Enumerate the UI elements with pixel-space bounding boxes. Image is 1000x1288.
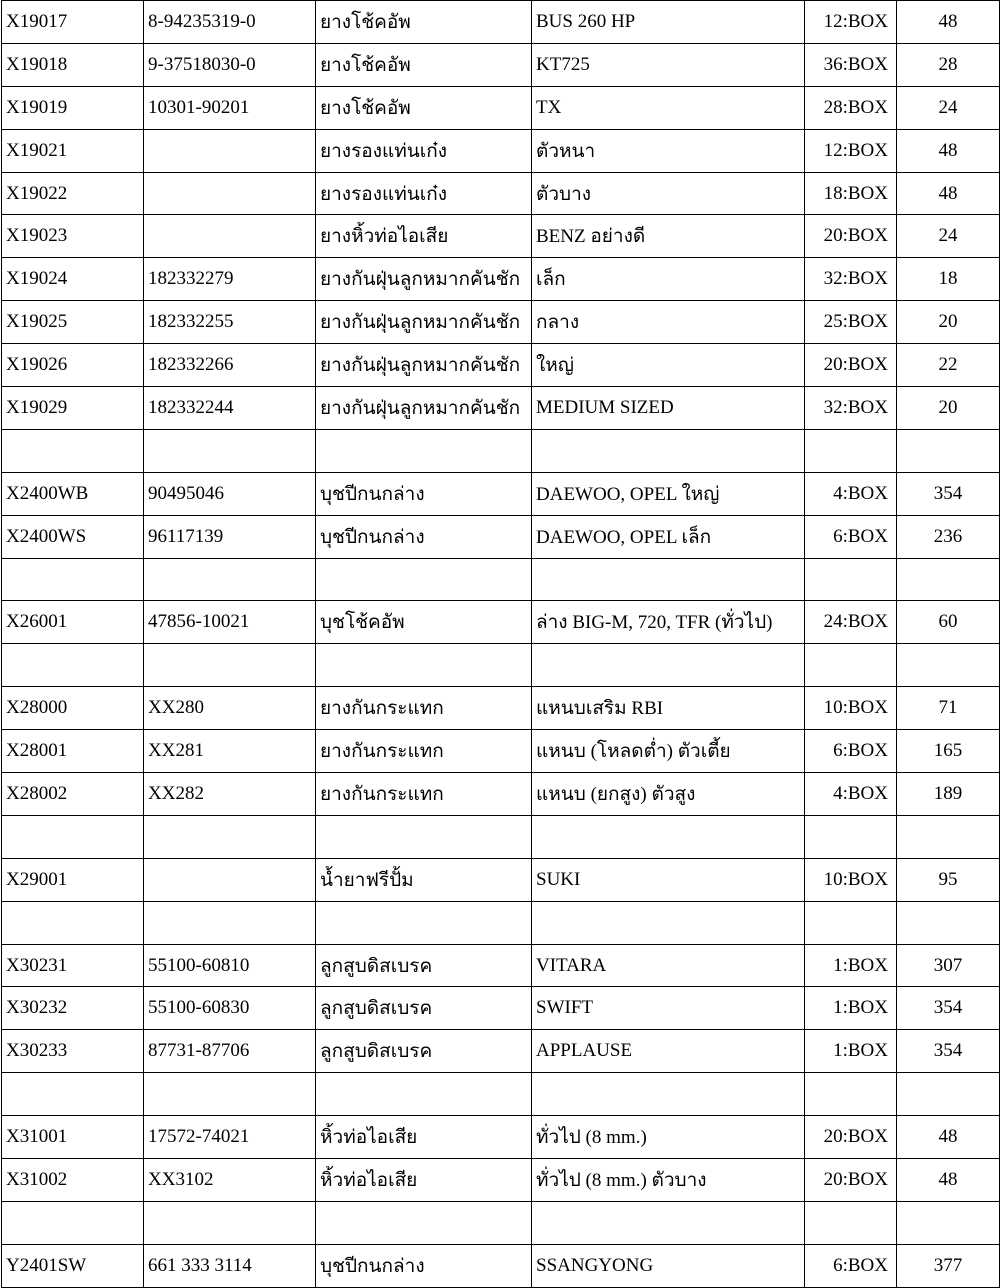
table-row — [2, 215, 1000, 258]
quantity-cell — [897, 1201, 1000, 1244]
item-code-cell: X28001 — [2, 730, 144, 773]
item-code-cell: X31002 — [2, 1159, 144, 1202]
item-code-cell: X30233 — [2, 1030, 144, 1073]
pack-unit-cell — [805, 644, 897, 687]
pack-unit-cell: 1:BOX — [805, 1030, 897, 1073]
pack-unit-cell: 10:BOX — [805, 858, 897, 901]
description-cell: BUS 260 HP — [532, 1, 805, 44]
quantity-cell — [897, 558, 1000, 601]
table-row — [2, 687, 1000, 730]
description-cell: SUKI — [532, 858, 805, 901]
pack-unit-cell: 24:BOX — [805, 601, 897, 644]
table-row — [2, 1159, 1000, 1202]
item-name-cell: ยางกันฝุ่นลูกหมากคันชัก — [316, 301, 532, 344]
part-number-cell: XX3102 — [144, 1159, 316, 1202]
pack-unit-cell: 1:BOX — [805, 987, 897, 1030]
item-name-cell: บุชปีกนกล่าง — [316, 472, 532, 515]
item-name-cell: ยางกันกระแทก — [316, 687, 532, 730]
pack-unit-cell: 6:BOX — [805, 1244, 897, 1287]
table-row — [2, 387, 1000, 430]
item-name-cell: บุชโช้คอัพ — [316, 601, 532, 644]
quantity-cell: 48 — [897, 1, 1000, 44]
pack-unit-cell: 6:BOX — [805, 515, 897, 558]
item-code-cell — [2, 429, 144, 472]
table-row — [2, 344, 1000, 387]
pack-unit-cell: 20:BOX — [805, 1159, 897, 1202]
pack-unit-cell — [805, 901, 897, 944]
quantity-cell — [897, 644, 1000, 687]
blank-separator-row — [2, 815, 1000, 858]
pack-unit-cell: 18:BOX — [805, 172, 897, 215]
part-number-cell — [144, 215, 316, 258]
description-cell — [532, 901, 805, 944]
part-number-cell: XX280 — [144, 687, 316, 730]
table-row — [2, 172, 1000, 215]
item-code-cell: X19018 — [2, 43, 144, 86]
description-cell: ตัวหนา — [532, 129, 805, 172]
item-name-cell: ยางรองแท่นเก๋ง — [316, 129, 532, 172]
quantity-cell — [897, 1073, 1000, 1116]
item-code-cell: X28002 — [2, 773, 144, 816]
description-cell: BENZ อย่างดี — [532, 215, 805, 258]
item-name-cell: บุชปีกนกล่าง — [316, 1244, 532, 1287]
pack-unit-cell: 20:BOX — [805, 215, 897, 258]
part-number-cell — [144, 644, 316, 687]
item-code-cell: X2400WS — [2, 515, 144, 558]
quantity-cell: 71 — [897, 687, 1000, 730]
part-number-cell: 87731-87706 — [144, 1030, 316, 1073]
part-number-cell — [144, 1073, 316, 1116]
table-row — [2, 129, 1000, 172]
item-code-cell — [2, 1201, 144, 1244]
item-name-cell: ยางกันกระแทก — [316, 730, 532, 773]
item-code-cell: X19025 — [2, 301, 144, 344]
table-row — [2, 601, 1000, 644]
item-name-cell: หิ้วท่อไอเสีย — [316, 1159, 532, 1202]
quantity-cell: 20 — [897, 301, 1000, 344]
quantity-cell: 48 — [897, 172, 1000, 215]
item-name-cell: ยางกันฝุ่นลูกหมากคันชัก — [316, 387, 532, 430]
quantity-cell — [897, 815, 1000, 858]
description-cell: DAEWOO, OPEL ใหญ่ — [532, 472, 805, 515]
pack-unit-cell — [805, 1201, 897, 1244]
description-cell: ตัวบาง — [532, 172, 805, 215]
table-row — [2, 472, 1000, 515]
description-cell: กลาง — [532, 301, 805, 344]
item-code-cell: X29001 — [2, 858, 144, 901]
pack-unit-cell: 28:BOX — [805, 86, 897, 129]
description-cell: DAEWOO, OPEL เล็ก — [532, 515, 805, 558]
item-code-cell: X19023 — [2, 215, 144, 258]
pack-unit-cell: 12:BOX — [805, 1, 897, 44]
pack-unit-cell: 4:BOX — [805, 472, 897, 515]
table-row — [2, 1244, 1000, 1287]
description-cell — [532, 429, 805, 472]
part-number-cell — [144, 429, 316, 472]
part-number-cell — [144, 858, 316, 901]
item-code-cell: X19022 — [2, 172, 144, 215]
blank-separator-row — [2, 558, 1000, 601]
item-code-cell — [2, 901, 144, 944]
quantity-cell: 354 — [897, 987, 1000, 1030]
pack-unit-cell — [805, 558, 897, 601]
quantity-cell — [897, 429, 1000, 472]
item-name-cell — [316, 429, 532, 472]
table-row — [2, 258, 1000, 301]
table-row — [2, 86, 1000, 129]
part-number-cell: 17572-74021 — [144, 1116, 316, 1159]
quantity-cell: 22 — [897, 344, 1000, 387]
description-cell: MEDIUM SIZED — [532, 387, 805, 430]
part-number-cell: 9-37518030-0 — [144, 43, 316, 86]
table-row — [2, 43, 1000, 86]
item-code-cell: X19021 — [2, 129, 144, 172]
item-name-cell: ยางหิ้วท่อไอเสีย — [316, 215, 532, 258]
pack-unit-cell: 12:BOX — [805, 129, 897, 172]
table-row — [2, 730, 1000, 773]
part-number-cell: 182332244 — [144, 387, 316, 430]
item-code-cell: X19024 — [2, 258, 144, 301]
table-row — [2, 1116, 1000, 1159]
item-code-cell — [2, 558, 144, 601]
description-cell: ทั่วไป (8 mm.) — [532, 1116, 805, 1159]
table-row — [2, 1030, 1000, 1073]
item-code-cell: X19029 — [2, 387, 144, 430]
description-cell: KT725 — [532, 43, 805, 86]
pack-unit-cell: 20:BOX — [805, 1116, 897, 1159]
item-name-cell — [316, 901, 532, 944]
pack-unit-cell: 32:BOX — [805, 387, 897, 430]
quantity-cell: 236 — [897, 515, 1000, 558]
part-number-cell: XX281 — [144, 730, 316, 773]
table-row — [2, 987, 1000, 1030]
table-row — [2, 944, 1000, 987]
item-name-cell: ยางโช้คอัพ — [316, 43, 532, 86]
part-number-cell: 55100-60830 — [144, 987, 316, 1030]
price-list-table — [1, 0, 1000, 1288]
part-number-cell: 182332266 — [144, 344, 316, 387]
quantity-cell — [897, 901, 1000, 944]
part-number-cell — [144, 129, 316, 172]
part-number-cell — [144, 1201, 316, 1244]
description-cell: ทั่วไป (8 mm.) ตัวบาง — [532, 1159, 805, 1202]
item-code-cell: X28000 — [2, 687, 144, 730]
blank-separator-row — [2, 644, 1000, 687]
blank-separator-row — [2, 901, 1000, 944]
item-code-cell — [2, 1073, 144, 1116]
table-row — [2, 858, 1000, 901]
quantity-cell: 48 — [897, 129, 1000, 172]
price-list-body — [2, 1, 1000, 1288]
item-name-cell: ลูกสูบดิสเบรค — [316, 987, 532, 1030]
part-number-cell: 10301-90201 — [144, 86, 316, 129]
pack-unit-cell — [805, 429, 897, 472]
item-code-cell: X2400WB — [2, 472, 144, 515]
pack-unit-cell: 6:BOX — [805, 730, 897, 773]
part-number-cell: 90495046 — [144, 472, 316, 515]
quantity-cell: 24 — [897, 86, 1000, 129]
pack-unit-cell — [805, 815, 897, 858]
quantity-cell: 48 — [897, 1159, 1000, 1202]
quantity-cell: 18 — [897, 258, 1000, 301]
table-row — [2, 773, 1000, 816]
pack-unit-cell: 25:BOX — [805, 301, 897, 344]
part-number-cell: 182332255 — [144, 301, 316, 344]
part-number-cell: 55100-60810 — [144, 944, 316, 987]
quantity-cell: 189 — [897, 773, 1000, 816]
part-number-cell: 96117139 — [144, 515, 316, 558]
item-name-cell: หิ้วท่อไอเสีย — [316, 1116, 532, 1159]
item-name-cell: ยางกันกระแทก — [316, 773, 532, 816]
part-number-cell: 182332279 — [144, 258, 316, 301]
part-number-cell: 47856-10021 — [144, 601, 316, 644]
item-name-cell: ยางกันฝุ่นลูกหมากคันชัก — [316, 258, 532, 301]
quantity-cell: 354 — [897, 472, 1000, 515]
item-name-cell: ยางกันฝุ่นลูกหมากคันชัก — [316, 344, 532, 387]
quantity-cell: 377 — [897, 1244, 1000, 1287]
item-name-cell — [316, 815, 532, 858]
description-cell — [532, 1073, 805, 1116]
item-code-cell — [2, 644, 144, 687]
item-code-cell: X19017 — [2, 1, 144, 44]
quantity-cell: 60 — [897, 601, 1000, 644]
item-name-cell: ลูกสูบดิสเบรค — [316, 1030, 532, 1073]
quantity-cell: 20 — [897, 387, 1000, 430]
part-number-cell: 661 333 3114 — [144, 1244, 316, 1287]
table-row — [2, 1, 1000, 44]
description-cell: SSANGYONG — [532, 1244, 805, 1287]
part-number-cell — [144, 172, 316, 215]
item-code-cell: X31001 — [2, 1116, 144, 1159]
part-number-cell — [144, 815, 316, 858]
description-cell — [532, 815, 805, 858]
item-name-cell — [316, 558, 532, 601]
blank-separator-row — [2, 1201, 1000, 1244]
description-cell: แหนบ (โหลดต่ำ) ตัวเตี้ย — [532, 730, 805, 773]
quantity-cell: 307 — [897, 944, 1000, 987]
description-cell: ล่าง BIG-M, 720, TFR (ทั่วไป) — [532, 601, 805, 644]
description-cell: TX — [532, 86, 805, 129]
blank-separator-row — [2, 429, 1000, 472]
description-cell — [532, 644, 805, 687]
pack-unit-cell: 32:BOX — [805, 258, 897, 301]
item-name-cell: ลูกสูบดิสเบรค — [316, 944, 532, 987]
item-name-cell: ยางโช้คอัพ — [316, 86, 532, 129]
quantity-cell: 95 — [897, 858, 1000, 901]
item-code-cell: X26001 — [2, 601, 144, 644]
table-row — [2, 515, 1000, 558]
description-cell: ใหญ่ — [532, 344, 805, 387]
blank-separator-row — [2, 1073, 1000, 1116]
pack-unit-cell: 4:BOX — [805, 773, 897, 816]
quantity-cell: 28 — [897, 43, 1000, 86]
part-number-cell — [144, 558, 316, 601]
item-code-cell: X19026 — [2, 344, 144, 387]
item-code-cell: X19019 — [2, 86, 144, 129]
description-cell: APPLAUSE — [532, 1030, 805, 1073]
quantity-cell: 48 — [897, 1116, 1000, 1159]
item-code-cell: X30231 — [2, 944, 144, 987]
item-name-cell: น้ำยาฟรีปั้ม — [316, 858, 532, 901]
description-cell — [532, 1201, 805, 1244]
item-name-cell: บุชปีกนกล่าง — [316, 515, 532, 558]
description-cell: แหนบ (ยกสูง) ตัวสูง — [532, 773, 805, 816]
quantity-cell: 165 — [897, 730, 1000, 773]
pack-unit-cell: 20:BOX — [805, 344, 897, 387]
item-name-cell: ยางโช้คอัพ — [316, 1, 532, 44]
description-cell: แหนบเสริม RBI — [532, 687, 805, 730]
item-code-cell: X30232 — [2, 987, 144, 1030]
item-code-cell: Y2401SW — [2, 1244, 144, 1287]
pack-unit-cell: 36:BOX — [805, 43, 897, 86]
pack-unit-cell: 10:BOX — [805, 687, 897, 730]
pack-unit-cell: 1:BOX — [805, 944, 897, 987]
part-number-cell: XX282 — [144, 773, 316, 816]
quantity-cell: 354 — [897, 1030, 1000, 1073]
table-row — [2, 301, 1000, 344]
pack-unit-cell — [805, 1073, 897, 1116]
description-cell: SWIFT — [532, 987, 805, 1030]
part-number-cell — [144, 901, 316, 944]
item-name-cell: ยางรองแท่นเก๋ง — [316, 172, 532, 215]
item-name-cell — [316, 644, 532, 687]
description-cell: VITARA — [532, 944, 805, 987]
description-cell: เล็ก — [532, 258, 805, 301]
quantity-cell: 24 — [897, 215, 1000, 258]
part-number-cell: 8-94235319-0 — [144, 1, 316, 44]
item-name-cell — [316, 1201, 532, 1244]
item-code-cell — [2, 815, 144, 858]
item-name-cell — [316, 1073, 532, 1116]
description-cell — [532, 558, 805, 601]
